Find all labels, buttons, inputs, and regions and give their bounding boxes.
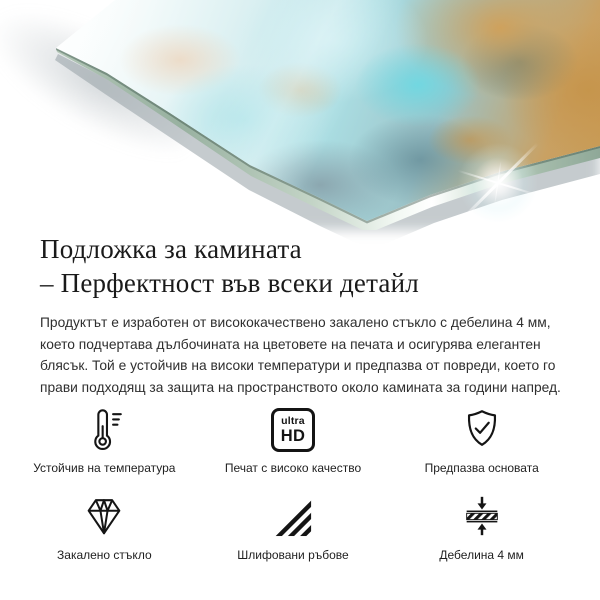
page-title-line2: – Перфектност във всеки детайл <box>40 268 419 298</box>
feature-label: Предпазва основата <box>424 461 539 475</box>
feature-polished-edges <box>199 485 388 572</box>
page-title-line1: Подложка за камината <box>40 234 302 264</box>
polished-edge-icon <box>270 489 316 539</box>
page-title <box>40 232 560 300</box>
feature-temperature <box>10 398 199 485</box>
feature-label: Устойчив на температура <box>33 461 176 475</box>
ultra-hd-text-bottom: HD <box>280 426 306 445</box>
ultra-hd-icon <box>271 402 315 452</box>
ultra-hd-text-top: ultra <box>281 415 305 427</box>
thermometer-icon <box>81 402 127 452</box>
diamond-icon <box>81 489 127 539</box>
hero-image <box>0 0 600 230</box>
feature-label: Закалено стъкло <box>57 548 152 562</box>
feature-thickness <box>387 485 576 572</box>
feature-label: Шлифовани ръбове <box>237 548 349 562</box>
feature-tempered-glass <box>10 485 199 572</box>
feature-grid <box>10 398 576 572</box>
thickness-icon <box>459 489 505 539</box>
feature-print-quality <box>199 398 388 485</box>
feature-label: Дебелина 4 мм <box>439 548 524 562</box>
shield-check-icon <box>459 402 505 452</box>
feature-label: Печат с високо качество <box>224 461 362 475</box>
feature-protects-base <box>387 398 576 485</box>
product-description: Продуктът е изработен от висококачествено закалено стъкло с дебелина 4 мм, което подчертава дълбочината на цветовете на печата и осигурява елегантен блясък. Той е устойчив на високи температури и предпазва от повреди, което го прави подходящ за защита на пространството около камината за години напред. <box>40 315 561 395</box>
